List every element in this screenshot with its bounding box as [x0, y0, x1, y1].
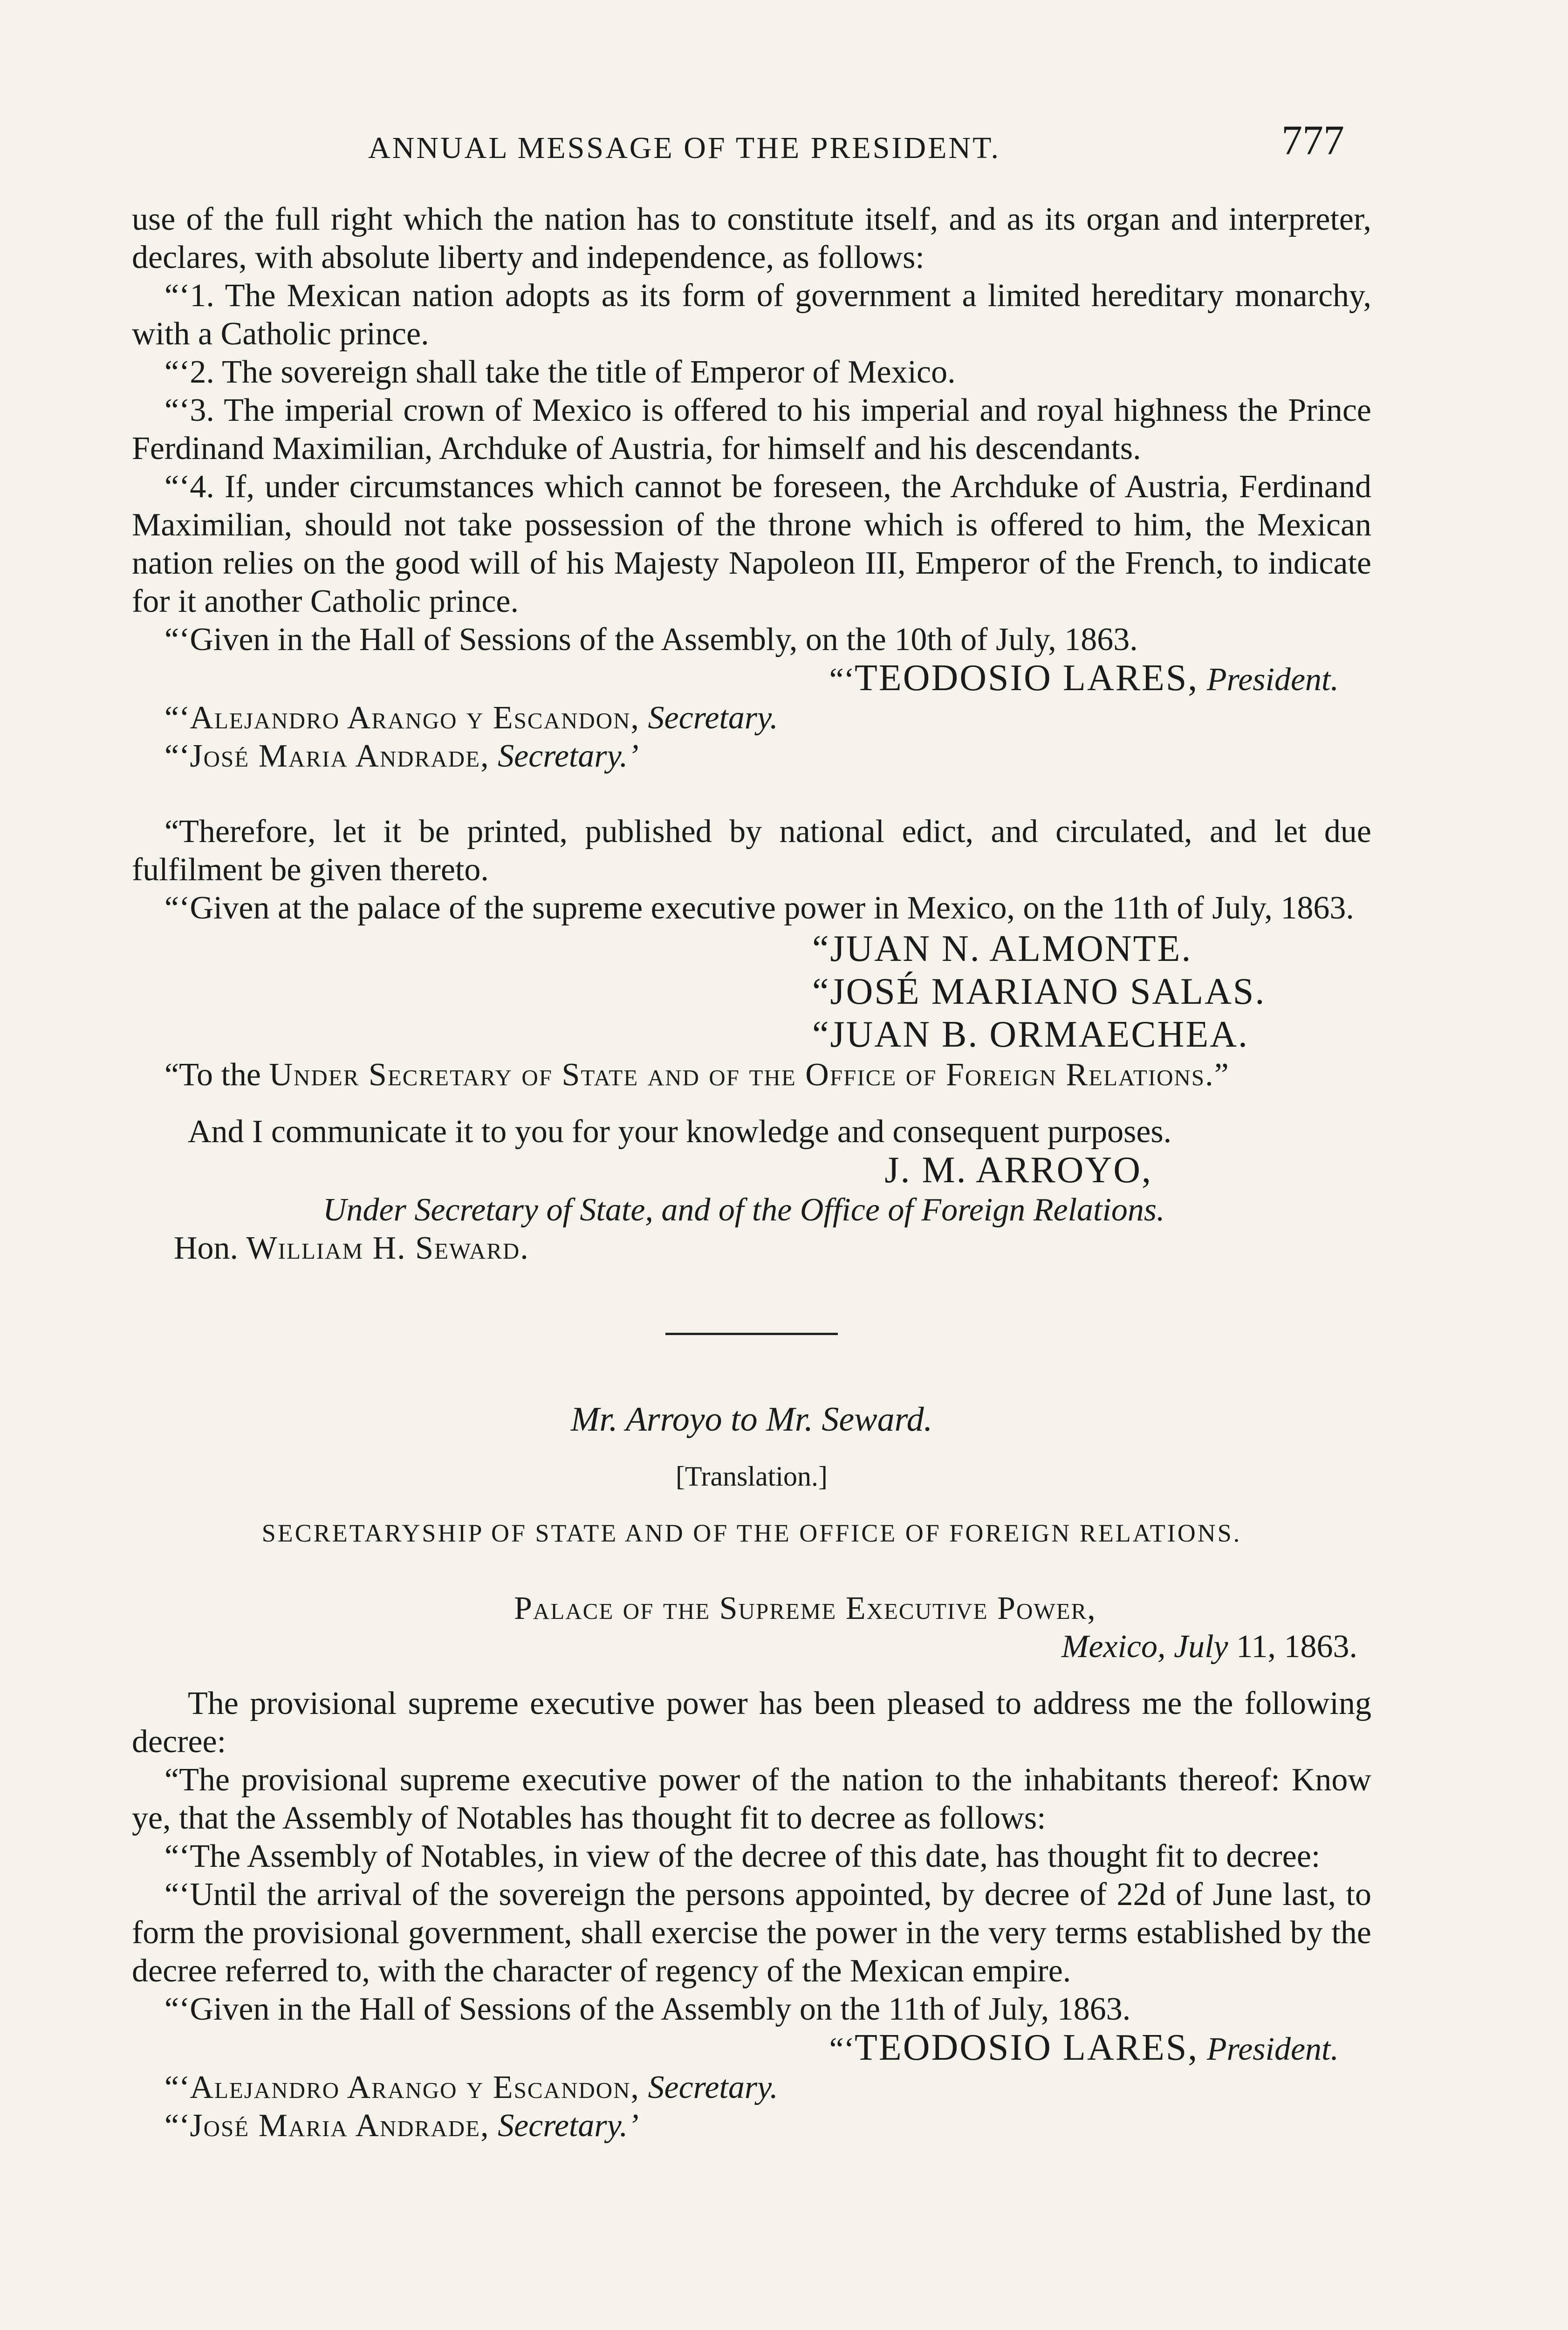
- secretary-title: Secretary.: [648, 700, 778, 736]
- signature-name: TEODOSIO LARES,: [854, 2027, 1199, 2068]
- signature-name: TEODOSIO LARES,: [854, 658, 1199, 699]
- recipient-line: [132, 1229, 1371, 1268]
- secretary-arango: [132, 699, 1371, 737]
- signature-quote: “‘: [164, 2070, 190, 2105]
- dateline-place: Palace of the Supreme Executive Power,: [514, 1590, 1096, 1626]
- secretary-title: Secretary.’: [498, 738, 639, 774]
- running-title: ANNUAL MESSAGE OF THE PRESIDENT.: [368, 131, 1000, 165]
- secretary-name: Alejandro Arango y Escandon,: [190, 2070, 640, 2105]
- paragraph: “Therefore, let it be printed, published by national edict, and circulated, and let due fulfilment be given thereto.: [132, 814, 1371, 888]
- secretary-name: José Maria Andrade,: [190, 738, 490, 774]
- signature-arroyo: [132, 1151, 1371, 1191]
- secretary-title: Secretary.: [648, 2070, 778, 2105]
- signature-title: President.: [1206, 662, 1339, 698]
- addressee-end: ”: [1214, 1057, 1229, 1093]
- secretary-andrade: [132, 737, 1371, 775]
- signature-lares: [132, 659, 1371, 699]
- paragraph: “‘The Assembly of Notables, in view of the decree of this date, has thought fit to decree:: [164, 1838, 1321, 1874]
- secretary-arango-2: [132, 2069, 1371, 2107]
- signature-arroyo-title: Under Secretary of State, and of the Office of Foreign Relations.: [323, 1192, 1165, 1228]
- given-line: “‘Given in the Hall of Sessions of the Assembly on the 11th of July, 1863.: [164, 1991, 1131, 2027]
- secretary-title: Secretary.’: [498, 2108, 639, 2144]
- decree-article-1: “‘1. The Mexican nation adopts as its form of government a limited hereditary monarchy, with a Catholic prince.: [132, 278, 1371, 352]
- signatory: “JUAN B. ORMAECHEA.: [812, 1014, 1249, 1055]
- paragraph: “‘Until the arrival of the sovereign the persons appointed, by decree of 22d of June last, to form the provisional government, shall exercise the power in the very terms established by the decree referred to, with the character of regency of the Mexican empire.: [132, 1877, 1371, 1989]
- dateline-day: 11, 1863.: [1228, 1629, 1357, 1665]
- signatory: “JOSÉ MARIANO SALAS.: [812, 971, 1266, 1012]
- paragraph: use of the full right which the nation has to constitute itself, and as its organ and interpreter, declares, with absolute liberty and independence, as follows:: [132, 201, 1371, 275]
- given-line: “‘Given at the palace of the supreme executive power in Mexico, on the 11th of July, 1863.: [164, 890, 1354, 926]
- addressee-office: Under Secretary of State and of the Office of Foreign Relations.: [269, 1057, 1214, 1093]
- addressee-lead: “To the: [164, 1057, 269, 1093]
- body-text: [132, 200, 1371, 2145]
- department-heading: SECRETARYSHIP OF STATE AND OF THE OFFICE OF FOREIGN RELATIONS.: [261, 1519, 1242, 1547]
- recipient-name: William H. Seward.: [246, 1230, 529, 1266]
- decree-article-2: “‘2. The sovereign shall take the title of Emperor of Mexico.: [164, 354, 956, 390]
- decree-article-3: “‘3. The imperial crown of Mexico is offered to his imperial and royal highness the Prince Ferdinand Maximilian, Archduke of Austria, for himself and his descendants.: [132, 392, 1371, 466]
- signature-quote: “‘: [164, 738, 190, 774]
- signatories-block: [132, 927, 1371, 1056]
- secretary-name: José Maria Andrade,: [190, 2108, 490, 2144]
- page-header: [0, 116, 1568, 172]
- dateline-city-month: Mexico, July: [1061, 1629, 1228, 1665]
- signature-quote: “‘: [829, 662, 855, 698]
- signature-title: President.: [1206, 2031, 1339, 2067]
- secretary-name: Alejandro Arango y Escandon,: [190, 700, 640, 736]
- signature-quote: “‘: [829, 2031, 855, 2067]
- recipient-prefix: Hon.: [174, 1230, 246, 1266]
- dateline-date: [132, 1628, 1371, 1666]
- signature-name: J. M. ARROYO,: [884, 1150, 1152, 1191]
- addressee-line: [132, 1056, 1371, 1094]
- signature-quote: “‘: [164, 2108, 190, 2144]
- given-line: “‘Given in the Hall of Sessions of the Assembly, on the 10th of July, 1863.: [164, 622, 1138, 658]
- signature-quote: “‘: [164, 700, 190, 736]
- page-number: 777: [1281, 117, 1344, 164]
- secretary-andrade-2: [132, 2107, 1371, 2145]
- paragraph: And I communicate it to you for your knowledge and consequent purposes.: [188, 1114, 1172, 1150]
- signatory: “JUAN N. ALMONTE.: [812, 928, 1192, 969]
- paragraph: “The provisional supreme executive power of the nation to the inhabitants thereof: Know ye, that the Assembly of Notables has thought fit to decree as follows:: [132, 1762, 1371, 1836]
- decree-article-4: “‘4. If, under circumstances which cannot be foreseen, the Archduke of Austria, Ferdinand Maximilian, should not take possession of the throne which is offered to him, the Mexican nation relies on the good will of his Majesty Napoleon III, Emperor of the French, to indicate for it another Catholic prince.: [132, 469, 1371, 619]
- paragraph: The provisional supreme executive power has been pleased to address me the following decree:: [132, 1686, 1371, 1760]
- letter-heading: Mr. Arroyo to Mr. Seward.: [570, 1400, 933, 1439]
- signature-lares-2: [132, 2028, 1371, 2069]
- translation-note: [Translation.]: [675, 1461, 828, 1492]
